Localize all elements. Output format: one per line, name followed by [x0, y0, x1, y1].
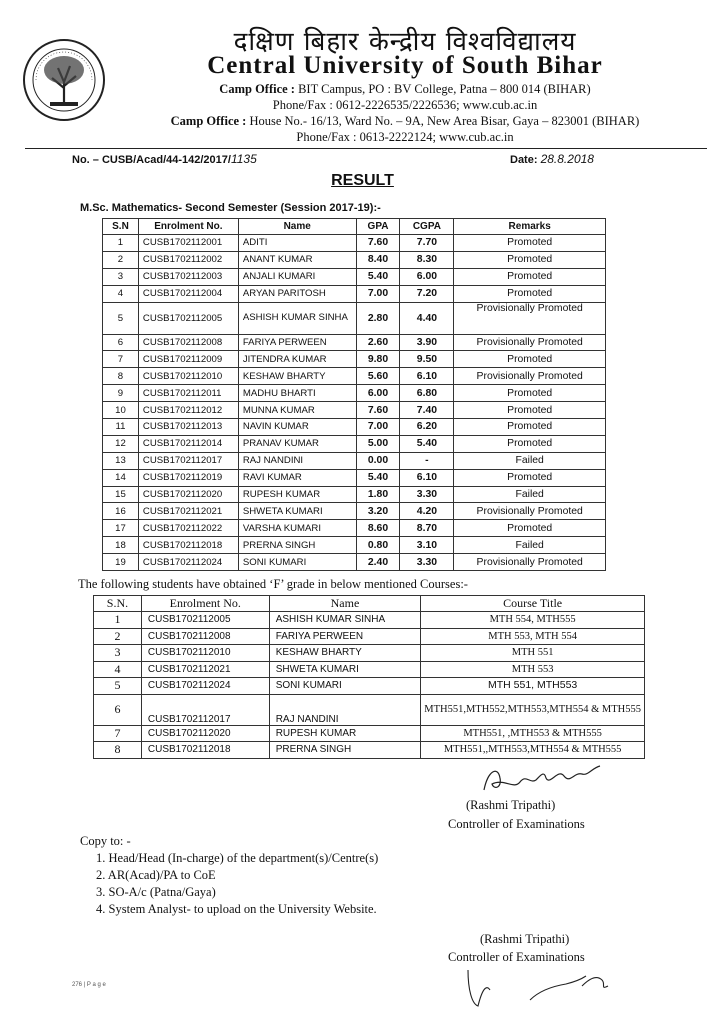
name-cell: RUPESH KUMAR	[238, 486, 356, 503]
result-row	[103, 334, 606, 351]
cgpa-cell: -	[400, 452, 454, 469]
date-label: Date:	[510, 154, 538, 166]
name-cell: MUNNA KUMAR	[238, 402, 356, 419]
name-cell: RAVI KUMAR	[238, 469, 356, 486]
name-cell: ASHISH KUMAR SINHA	[238, 302, 356, 334]
fail-row	[94, 742, 645, 759]
camp-office-2-address	[110, 114, 700, 129]
remarks-cell: Promoted	[454, 520, 606, 537]
document-date	[510, 152, 594, 166]
sn-cell: 15	[103, 486, 139, 503]
sn-cell: 6	[94, 694, 142, 725]
remarks-cell: Promoted	[454, 351, 606, 368]
copy-to-item: 4. System Analyst- to upload on the University Website.	[96, 902, 377, 916]
gpa-cell: 3.20	[356, 503, 400, 520]
remarks-cell: Promoted	[454, 402, 606, 419]
enrolment-cell: CUSB1702112024	[141, 678, 269, 695]
camp-office-1-address	[110, 82, 700, 97]
enrolment-cell: CUSB1702112018	[138, 537, 238, 554]
cgpa-cell: 6.00	[400, 268, 454, 285]
enrolment-cell: CUSB1702112017	[138, 452, 238, 469]
name-cell: PRERNA SINGH	[269, 742, 421, 759]
fail-row	[94, 628, 645, 645]
sn-cell: 2	[103, 251, 139, 268]
name-cell: SHWETA KUMARI	[238, 503, 356, 520]
name-cell: FARIYA PERWEEN	[269, 628, 421, 645]
name-cell: RAJ NANDINI	[238, 452, 356, 469]
remarks-cell: Provisionally Promoted	[454, 503, 606, 520]
enrolment-cell: CUSB1702112013	[138, 419, 238, 436]
result-row	[103, 486, 606, 503]
result-row	[103, 520, 606, 537]
sn-cell: 4	[103, 285, 139, 302]
name-cell: PRANAV KUMAR	[238, 435, 356, 452]
sn-cell: 19	[103, 554, 139, 571]
remarks-cell: Promoted	[454, 435, 606, 452]
fail-grade-intro: The following students have obtained ‘F’ grade in below mentioned Courses:-	[78, 577, 468, 591]
result-row	[103, 419, 606, 436]
name-cell: JITENDRA KUMAR	[238, 351, 356, 368]
sn-cell: 9	[103, 385, 139, 402]
camp-office-2-label: Camp Office :	[170, 114, 247, 128]
result-row	[103, 268, 606, 285]
gpa-cell: 2.40	[356, 554, 400, 571]
cgpa-cell: 9.50	[400, 351, 454, 368]
result-row	[103, 368, 606, 385]
result-header-cell: Enrolment No.	[138, 219, 238, 235]
page-number: 276 | P a g e	[72, 982, 106, 988]
sn-cell: 5	[94, 678, 142, 695]
result-row	[103, 554, 606, 571]
signatory-name-bottom: (Rashmi Tripathi)	[480, 932, 570, 946]
gpa-cell: 7.60	[356, 235, 400, 252]
course-heading: M.Sc. Mathematics- Second Semester (Session 2017-19):-	[80, 202, 381, 214]
remarks-cell: Promoted	[454, 419, 606, 436]
remarks-cell: Promoted	[454, 469, 606, 486]
camp-office-1-label: Camp Office :	[219, 82, 295, 96]
camp-office-1-phone: Phone/Fax : 0612-2226535/2226536; www.cub.ac.in	[272, 98, 538, 112]
signatory-title-top: Controller of Examinations	[448, 817, 585, 831]
university-english-name: Central University of South Bihar	[207, 52, 603, 79]
name-cell: PRERNA SINGH	[238, 537, 356, 554]
gpa-cell: 5.60	[356, 368, 400, 385]
cgpa-cell: 7.40	[400, 402, 454, 419]
gpa-cell: 1.80	[356, 486, 400, 503]
sn-cell: 6	[103, 334, 139, 351]
course-title-cell: MTH 551, MTH553	[421, 678, 645, 695]
enrolment-cell: CUSB1702112024	[138, 554, 238, 571]
copy-to-item: 2. AR(Acad)/PA to CoE	[96, 868, 216, 882]
gpa-cell: 8.60	[356, 520, 400, 537]
result-row	[103, 251, 606, 268]
result-header-cell: Remarks	[454, 219, 606, 235]
enrolment-cell: CUSB1702112002	[138, 251, 238, 268]
sn-cell: 7	[94, 725, 142, 742]
enrolment-cell: CUSB1702112017	[141, 694, 269, 725]
university-seal-logo	[22, 38, 106, 122]
cgpa-cell: 8.30	[400, 251, 454, 268]
cgpa-cell: 6.20	[400, 419, 454, 436]
result-header-cell: CGPA	[400, 219, 454, 235]
cgpa-cell: 3.30	[400, 486, 454, 503]
enrolment-cell: CUSB1702112005	[138, 302, 238, 334]
name-cell: ASHISH KUMAR SINHA	[269, 612, 421, 629]
sn-cell: 7	[103, 351, 139, 368]
result-header-cell: S.N	[103, 219, 139, 235]
cgpa-cell: 7.20	[400, 285, 454, 302]
remarks-cell: Provisionally Promoted	[454, 554, 606, 571]
result-row	[103, 435, 606, 452]
sn-cell: 4	[94, 661, 142, 678]
course-title-cell: MTH 553	[421, 661, 645, 678]
gpa-cell: 7.00	[356, 285, 400, 302]
name-cell: ADITI	[238, 235, 356, 252]
cgpa-cell: 6.80	[400, 385, 454, 402]
enrolment-cell: CUSB1702112010	[138, 368, 238, 385]
result-heading: RESULT	[331, 172, 394, 189]
result-row	[103, 537, 606, 554]
enrolment-cell: CUSB1702112019	[138, 469, 238, 486]
remarks-cell: Promoted	[454, 235, 606, 252]
sn-cell: 18	[103, 537, 139, 554]
enrolment-cell: CUSB1702112014	[138, 435, 238, 452]
enrolment-cell: CUSB1702112005	[141, 612, 269, 629]
gpa-cell: 5.40	[356, 469, 400, 486]
cgpa-cell: 3.90	[400, 334, 454, 351]
cgpa-cell: 5.40	[400, 435, 454, 452]
sn-cell: 16	[103, 503, 139, 520]
name-cell: RUPESH KUMAR	[269, 725, 421, 742]
cgpa-cell: 6.10	[400, 368, 454, 385]
enrolment-cell: CUSB1702112011	[138, 385, 238, 402]
sn-cell: 11	[103, 419, 139, 436]
cgpa-cell: 8.70	[400, 520, 454, 537]
result-row	[103, 235, 606, 252]
result-row	[103, 302, 606, 334]
fail-header-cell: S.N.	[94, 596, 142, 612]
result-row	[103, 285, 606, 302]
name-cell: ANANT KUMAR	[238, 251, 356, 268]
remarks-cell: Provisionally Promoted	[454, 368, 606, 385]
gpa-cell: 9.80	[356, 351, 400, 368]
enrolment-cell: CUSB1702112021	[141, 661, 269, 678]
name-cell: SHWETA KUMARI	[269, 661, 421, 678]
result-header-cell: Name	[238, 219, 356, 235]
sn-cell: 1	[103, 235, 139, 252]
course-title-cell: MTH551, ,MTH553 & MTH555	[421, 725, 645, 742]
copy-to-item: 1. Head/Head (In-charge) of the department(s)/Centre(s)	[96, 851, 379, 865]
sn-cell: 1	[94, 612, 142, 629]
enrolment-cell: CUSB1702112020	[141, 725, 269, 742]
remarks-cell: Promoted	[454, 385, 606, 402]
enrolment-cell: CUSB1702112018	[141, 742, 269, 759]
enrolment-cell: CUSB1702112020	[138, 486, 238, 503]
sn-cell: 13	[103, 452, 139, 469]
enrolment-cell: CUSB1702112001	[138, 235, 238, 252]
name-cell: KESHAW BHARTY	[238, 368, 356, 385]
enrolment-cell: CUSB1702112021	[138, 503, 238, 520]
fail-header-cell: Course Title	[421, 596, 645, 612]
gpa-cell: 2.80	[356, 302, 400, 334]
signatory-title-bottom: Controller of Examinations	[448, 950, 585, 964]
sn-cell: 3	[103, 268, 139, 285]
fail-row	[94, 725, 645, 742]
name-cell: ARYAN PARITOSH	[238, 285, 356, 302]
copy-to-item: 3. SO-A/c (Patna/Gaya)	[96, 885, 216, 899]
cgpa-cell: 4.40	[400, 302, 454, 334]
sn-cell: 2	[94, 628, 142, 645]
name-cell: VARSHA KUMARI	[238, 520, 356, 537]
result-row	[103, 385, 606, 402]
gpa-cell: 0.80	[356, 537, 400, 554]
sn-cell: 14	[103, 469, 139, 486]
name-cell: FARIYA PERWEEN	[238, 334, 356, 351]
fail-header-cell: Name	[269, 596, 421, 612]
fail-row	[94, 694, 645, 725]
gpa-cell: 0.00	[356, 452, 400, 469]
enrolment-cell: CUSB1702112008	[138, 334, 238, 351]
course-title-cell: MTH 554, MTH555	[421, 612, 645, 629]
cgpa-cell: 7.70	[400, 235, 454, 252]
enrolment-cell: CUSB1702112010	[141, 645, 269, 662]
fail-header-cell: Enrolment No.	[141, 596, 269, 612]
name-cell: KESHAW BHARTY	[269, 645, 421, 662]
gpa-cell: 5.40	[356, 268, 400, 285]
enrolment-cell: CUSB1702112012	[138, 402, 238, 419]
remarks-cell: Failed	[454, 452, 606, 469]
remarks-cell: Promoted	[454, 268, 606, 285]
date-handwritten-value: 28.8.2018	[540, 152, 594, 166]
remarks-cell: Failed	[454, 537, 606, 554]
remarks-cell: Provisionally Promoted	[454, 302, 606, 334]
reference-label: No. – CUSB/Acad/44-142/2017/	[72, 154, 231, 166]
cgpa-cell: 3.30	[400, 554, 454, 571]
remarks-cell: Failed	[454, 486, 606, 503]
fail-grade-table	[93, 595, 645, 759]
fail-row	[94, 678, 645, 695]
gpa-cell: 8.40	[356, 251, 400, 268]
result-row	[103, 503, 606, 520]
fail-row	[94, 661, 645, 678]
result-row	[103, 452, 606, 469]
enrolment-cell: CUSB1702112003	[138, 268, 238, 285]
result-row	[103, 402, 606, 419]
university-hindi-name: दक्षिण बिहार केन्द्रीय विश्वविद्यालय	[233, 27, 577, 57]
enrolment-cell: CUSB1702112008	[141, 628, 269, 645]
sn-cell: 12	[103, 435, 139, 452]
result-table	[102, 218, 606, 571]
course-title-cell: MTH551,MTH552,MTH553,MTH554 & MTH555	[421, 694, 645, 725]
sn-cell: 8	[94, 742, 142, 759]
copy-to-label: Copy to: -	[80, 834, 131, 848]
remarks-cell: Provisionally Promoted	[454, 334, 606, 351]
sn-cell: 5	[103, 302, 139, 334]
result-header-cell: GPA	[356, 219, 400, 235]
result-row	[103, 469, 606, 486]
camp-office-2-phone: Phone/Fax : 0613-2222124; www.cub.ac.in	[296, 130, 514, 144]
course-title-cell: MTH 551	[421, 645, 645, 662]
remarks-cell: Promoted	[454, 285, 606, 302]
gpa-cell: 7.60	[356, 402, 400, 419]
name-cell: NAVIN KUMAR	[238, 419, 356, 436]
cgpa-cell: 6.10	[400, 469, 454, 486]
course-title-cell: MTH 553, MTH 554	[421, 628, 645, 645]
signatory-name-top: (Rashmi Tripathi)	[466, 798, 556, 812]
enrolment-cell: CUSB1702112009	[138, 351, 238, 368]
name-cell: RAJ NANDINI	[269, 694, 421, 725]
sn-cell: 17	[103, 520, 139, 537]
reference-number	[72, 152, 257, 166]
cgpa-cell: 4.20	[400, 503, 454, 520]
signature-scribble-top	[474, 760, 614, 800]
sn-cell: 3	[94, 645, 142, 662]
copy-to-list	[96, 850, 378, 918]
initials-scribble-bottom	[462, 960, 622, 1012]
header-divider	[25, 148, 707, 149]
enrolment-cell: CUSB1702112022	[138, 520, 238, 537]
sn-cell: 10	[103, 402, 139, 419]
gpa-cell: 2.60	[356, 334, 400, 351]
cgpa-cell: 3.10	[400, 537, 454, 554]
fail-row	[94, 612, 645, 629]
gpa-cell: 6.00	[356, 385, 400, 402]
gpa-cell: 5.00	[356, 435, 400, 452]
camp-office-1-text: BIT Campus, PO : BV College, Patna – 800 014 (BIHAR)	[298, 82, 591, 96]
remarks-cell: Promoted	[454, 251, 606, 268]
name-cell: SONI KUMARI	[238, 554, 356, 571]
name-cell: SONI KUMARI	[269, 678, 421, 695]
sn-cell: 8	[103, 368, 139, 385]
reference-handwritten-number: 1135	[230, 152, 257, 166]
result-row	[103, 351, 606, 368]
enrolment-cell: CUSB1702112004	[138, 285, 238, 302]
gpa-cell: 7.00	[356, 419, 400, 436]
course-title-cell: MTH551,,MTH553,MTH554 & MTH555	[421, 742, 645, 759]
name-cell: ANJALI KUMARI	[238, 268, 356, 285]
camp-office-2-text: House No.- 16/13, Ward No. – 9A, New Area Bisar, Gaya – 823001 (BIHAR)	[249, 114, 640, 128]
fail-row	[94, 645, 645, 662]
name-cell: MADHU BHARTI	[238, 385, 356, 402]
